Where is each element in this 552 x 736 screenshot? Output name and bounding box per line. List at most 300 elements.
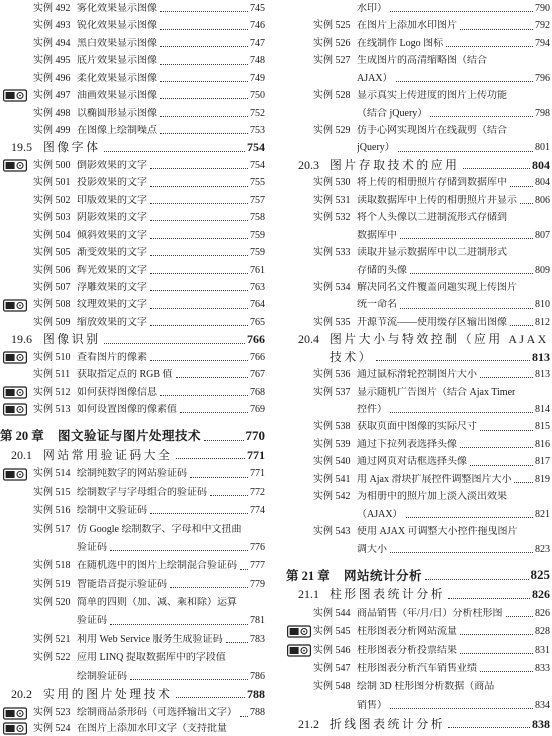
icon-slot	[0, 246, 33, 259]
dot-leader	[160, 29, 248, 30]
icon-slot	[284, 211, 313, 224]
entry-title: 柱形图表分析网站流量	[357, 626, 457, 638]
icon-slot	[0, 368, 33, 381]
entry-title: 如何设置图像的像素值	[77, 404, 177, 416]
dot-leader	[104, 343, 245, 344]
toc-entry	[0, 0, 265, 17]
entry-title: 验证码	[77, 541, 107, 553]
entry-title: 使用 AJAX 可调整大小控件拖曳图片	[357, 526, 518, 538]
toc-section-heading	[0, 447, 265, 465]
dot-leader	[150, 255, 248, 256]
toc-section-heading	[284, 331, 550, 348]
toc-entry-continuation	[284, 541, 550, 558]
page-number: 765	[250, 316, 265, 328]
page-number: 788	[250, 707, 265, 719]
toc-section-heading	[0, 331, 265, 348]
entry-title: 在线制作 Logo 图标	[357, 37, 444, 49]
toc-entry	[0, 296, 265, 313]
toc-entry	[0, 157, 265, 174]
entry-title: 仿手心网实现图片在线裁剪（结合	[357, 125, 507, 137]
page-number: 745	[250, 2, 265, 14]
entry-title: 仿 Google 绘制数字、字母和中文扭曲	[77, 523, 242, 535]
icon-slot	[284, 368, 313, 381]
entry-title: 商品销售（年/月/日）分析柱形图	[357, 607, 503, 619]
entry-title: 将上传的相册照片存储到数据库中	[357, 177, 507, 189]
toc-entry	[284, 52, 550, 69]
entry-title: 控件）	[357, 404, 387, 416]
dot-leader	[160, 46, 248, 47]
icon-slot	[0, 707, 33, 720]
section-number: 20.2	[11, 686, 32, 701]
toc-column-left	[0, 0, 268, 736]
toc-entry-continuation	[0, 667, 265, 685]
entry-number: 实例 526	[313, 37, 351, 49]
dot-leader	[398, 151, 533, 152]
entry-number: 实例 511	[33, 369, 71, 381]
entry-title: 存储的头像	[357, 264, 407, 276]
page-number: 810	[535, 299, 550, 311]
icon-slot	[284, 37, 313, 50]
dot-leader	[170, 587, 248, 588]
toc-chapter-heading	[0, 419, 265, 447]
dot-leader	[510, 186, 533, 187]
page-number: 754	[247, 140, 265, 155]
entry-title: 查看图片的像素	[77, 351, 147, 363]
toc-entry	[0, 17, 265, 34]
toc-entry	[0, 35, 265, 52]
entry-number: 实例 525	[313, 20, 351, 32]
page-number: 798	[535, 107, 550, 119]
entry-title: 绘制 3D 柱形图分析数据（商品	[357, 681, 495, 693]
toc-entry	[284, 174, 550, 191]
toc-entry	[284, 279, 550, 296]
entry-title: 绘制纯数字的网站验证码	[77, 468, 187, 480]
toc-entry	[0, 520, 265, 538]
toc-entry	[284, 384, 550, 401]
toc-entry	[0, 704, 265, 722]
entry-title: 简单的四则（加、减、乘和除）运算	[77, 597, 237, 609]
dot-leader	[460, 447, 533, 448]
icon-slot	[284, 681, 313, 694]
entry-number: 实例 515	[33, 486, 71, 498]
page-number: 767	[250, 369, 265, 381]
page-number: 813	[535, 369, 550, 381]
page-number: 815	[535, 421, 550, 433]
entry-title: 通过鼠标滑轮控制图片大小	[357, 369, 477, 381]
page-number: 786	[250, 670, 265, 682]
entry-number: 实例 544	[313, 607, 351, 619]
dot-leader	[448, 598, 530, 599]
page-number: 759	[250, 229, 265, 241]
toc-entry-continuation	[284, 296, 550, 313]
chapter-title: 网站统计分析	[344, 568, 423, 583]
page-number: 771	[250, 468, 265, 480]
entry-title: 用 Ajax 滑块扩展控件调整图片大小	[357, 473, 512, 485]
entry-number: 实例 504	[33, 229, 71, 241]
entry-title: 绘制数字与字母组合的验证码	[77, 486, 207, 498]
section-number: 21.1	[298, 587, 319, 602]
icon-slot	[284, 662, 313, 675]
dot-leader	[506, 616, 533, 617]
page-number: 774	[250, 505, 265, 517]
entry-number: 实例 522	[33, 652, 71, 664]
entry-number: 实例 498	[33, 107, 71, 119]
entry-number: 实例 536	[313, 369, 351, 381]
page-number: 823	[535, 543, 550, 555]
icon-slot	[0, 486, 33, 499]
toc-column-right	[284, 0, 552, 736]
toc-entry-continuation	[0, 612, 265, 630]
toc-entry	[284, 17, 550, 34]
video-lesson-icon	[3, 299, 27, 312]
page-number: 833	[535, 663, 550, 674]
icon-slot	[284, 438, 313, 451]
icon-slot	[284, 386, 313, 399]
entry-title: 如何获得图像信息	[77, 386, 157, 398]
toc-entry	[0, 244, 265, 261]
dot-leader	[150, 290, 248, 291]
dot-leader	[150, 186, 248, 187]
entry-title: 纹理效果的文字	[77, 299, 147, 311]
entry-number: 实例 514	[33, 468, 71, 480]
entry-number: 实例 496	[33, 72, 71, 84]
icon-slot	[0, 264, 33, 277]
dot-leader	[425, 579, 528, 580]
icon-slot	[0, 124, 33, 137]
entry-number: 实例 545	[313, 626, 351, 638]
entry-title: 解决同名文件覆盖问题实现上传图片	[357, 281, 517, 293]
dot-leader	[150, 513, 248, 514]
entry-number: 实例 543	[313, 526, 351, 538]
toc-entry-continuation	[284, 227, 550, 244]
page-number: 764	[250, 299, 265, 311]
icon-slot	[284, 525, 313, 538]
video-lesson-icon	[3, 159, 27, 172]
icon-slot	[0, 523, 33, 536]
entry-number: 实例 537	[313, 386, 351, 398]
entry-title: 柱形图表分析投票结果	[357, 644, 457, 656]
entry-title: 将个人头像以二进制流形式存储到	[357, 212, 507, 224]
entry-number: 实例 542	[313, 491, 351, 503]
entry-title: 读取并显示数据库中以二进制形式	[357, 247, 507, 259]
icon-slot	[0, 229, 33, 242]
entry-number: 实例 503	[33, 212, 71, 224]
video-lesson-icon	[3, 722, 27, 735]
toc-entry	[0, 502, 265, 520]
icon-slot	[284, 194, 313, 207]
toc-entry	[0, 105, 265, 122]
toc-entry	[0, 122, 265, 139]
icon-slot	[0, 89, 33, 102]
toc-entry	[0, 401, 265, 418]
entry-title: 验证码	[77, 615, 107, 627]
entry-title: 渐变效果的文字	[77, 247, 147, 259]
entry-number: 实例 509	[33, 316, 71, 328]
entry-title: 读取数据库中上传的相册照片并显示	[357, 194, 517, 206]
section-title: 图像识别	[43, 333, 101, 347]
icon-slot	[0, 651, 33, 664]
entry-title: 在随机选中的图片上绘制混合验证码	[77, 560, 237, 572]
toc-section-heading-continuation	[284, 349, 550, 366]
entry-number: 实例 531	[313, 194, 351, 206]
page-number: 783	[250, 633, 265, 645]
page-number: 777	[250, 560, 265, 572]
icon-slot	[0, 560, 33, 573]
entry-number: 实例 516	[33, 505, 71, 517]
page-number: 766	[247, 332, 265, 347]
dot-leader	[150, 273, 248, 274]
entry-number: 实例 500	[33, 159, 71, 171]
section-title: 图像字体	[43, 141, 101, 155]
icon-slot	[284, 177, 313, 190]
entry-title: 倾斜效果的文字	[77, 229, 147, 241]
page-number: 794	[535, 37, 550, 49]
entry-number: 实例 493	[33, 20, 71, 32]
dot-leader	[104, 151, 245, 152]
dot-leader	[520, 203, 533, 204]
entry-number: 实例 501	[33, 177, 71, 189]
entry-number: 实例 502	[33, 194, 71, 206]
entry-title: 阴影效果的文字	[77, 212, 147, 224]
page-number: 814	[535, 404, 550, 416]
toc-entry	[284, 244, 550, 261]
dot-leader	[376, 360, 530, 361]
page-number: 750	[250, 90, 265, 102]
dot-leader	[180, 412, 248, 413]
icon-slot	[0, 37, 33, 50]
section-title: 折线图表统计分析	[330, 717, 446, 731]
dot-leader	[390, 708, 533, 709]
section-title: 柱形图表统计分析	[330, 588, 446, 602]
section-number: 19.6	[11, 332, 32, 347]
entry-number: 实例 527	[313, 55, 351, 67]
entry-title: 黑白效果显示图像	[77, 37, 157, 49]
page-number: 825	[530, 567, 550, 583]
video-lesson-icon	[3, 468, 27, 481]
toc-entry-continuation	[284, 401, 550, 418]
dot-leader	[150, 203, 248, 204]
icon-slot	[0, 211, 33, 224]
page-number: 834	[535, 699, 550, 711]
icon-slot	[0, 72, 33, 85]
dot-leader	[160, 116, 248, 117]
toc-chapter-heading	[284, 558, 550, 586]
entry-title: 雾化效果显示图像	[77, 2, 157, 14]
icon-slot	[284, 473, 313, 486]
entry-number: 实例 533	[313, 247, 351, 259]
page-number: 771	[247, 447, 265, 462]
toc-entry-continuation	[284, 262, 550, 279]
page-number: 749	[250, 72, 265, 84]
page-number: 816	[535, 438, 550, 450]
toc-entry	[0, 465, 265, 483]
section-number: 20.3	[298, 157, 319, 172]
entry-title: 缩放效果的文字	[77, 316, 147, 328]
toc-section-heading	[284, 157, 550, 174]
toc-entry	[284, 471, 550, 488]
entry-title: AJAX）	[357, 72, 393, 84]
icon-slot	[284, 644, 313, 657]
page-number: 826	[535, 607, 550, 619]
page-number: 746	[250, 20, 265, 32]
dot-leader	[110, 550, 248, 551]
entry-title: 通过下拉列表选择头像	[357, 438, 457, 450]
page-number: 761	[250, 264, 265, 276]
toc-entry	[0, 483, 265, 501]
toc-entry	[284, 523, 550, 540]
section-title: 网站常用验证码大全	[43, 448, 173, 462]
chapter-number: 第 21 章	[286, 568, 330, 583]
entry-title: 在图片上添加水印图片	[357, 20, 457, 32]
entry-title: 销售）	[357, 699, 387, 711]
entry-title: 以椭圆形显示图像	[77, 107, 157, 119]
toc-entry	[284, 453, 550, 470]
dot-leader	[400, 238, 533, 239]
entry-title: 柱形图表分析汽车销售业绩	[357, 663, 477, 674]
toc-entry	[0, 209, 265, 226]
icon-slot	[0, 403, 33, 416]
dot-leader	[130, 679, 248, 680]
dot-leader	[406, 517, 533, 518]
toc-entry-continuation	[284, 105, 550, 122]
entry-number: 实例 494	[33, 37, 71, 49]
toc-entry-continuation	[284, 696, 550, 714]
icon-slot	[0, 2, 33, 15]
entry-number: 实例 517	[33, 523, 71, 535]
icon-slot	[0, 299, 33, 312]
entry-title: （AJAX）	[357, 508, 403, 520]
toc-section-heading	[284, 586, 550, 604]
page-number: 755	[250, 177, 265, 189]
page-number: 769	[250, 404, 265, 416]
entry-title: 浮雕效果的文字	[77, 281, 147, 293]
page-number: 758	[250, 212, 265, 224]
chapter-number: 第 20 章	[0, 429, 44, 444]
entry-title: 倒影效果的文字	[77, 159, 147, 171]
toc-entry	[0, 594, 265, 612]
entry-title: 通过网页对话框选择头像	[357, 456, 467, 468]
entry-number: 实例 506	[33, 264, 71, 276]
section-number: 20.4	[298, 332, 319, 347]
icon-slot	[0, 578, 33, 591]
icon-slot	[0, 194, 33, 207]
section-title: 技术）	[330, 350, 374, 364]
entry-title: 水印）	[357, 2, 387, 14]
toc-entry	[0, 384, 265, 401]
entry-number: 实例 541	[313, 473, 351, 485]
entry-title: 锐化效果显示图像	[77, 20, 157, 32]
icon-slot	[284, 421, 313, 434]
dot-leader	[390, 552, 533, 553]
dot-leader	[160, 395, 248, 396]
page-number: 807	[535, 229, 550, 241]
entry-title: 开源节流——使用缓存区输出图像	[357, 316, 507, 328]
entry-title: 绘制商品条形码（可选择输出文字）	[77, 707, 237, 719]
dot-leader	[190, 477, 248, 478]
page-number: 768	[250, 386, 265, 398]
entry-title: （结合 jQuery）	[357, 107, 428, 119]
page-number: 828	[535, 626, 550, 638]
video-lesson-icon	[287, 625, 311, 638]
entry-number: 实例 539	[313, 438, 351, 450]
toc-entry	[284, 35, 550, 52]
page-number: 813	[532, 349, 550, 364]
entry-title: 为相册中的照片加上淡入淡出效果	[357, 491, 507, 503]
entry-title: 印版效果的文字	[77, 194, 147, 206]
page-number: 809	[535, 264, 550, 276]
entry-title: 绘制验证码	[77, 670, 127, 682]
toc-entry-continuation	[0, 538, 265, 556]
toc-entry	[0, 279, 265, 296]
dot-leader	[463, 168, 530, 169]
toc-entry	[284, 436, 550, 453]
page-number: 766	[250, 351, 265, 363]
dot-leader	[160, 11, 248, 12]
entry-title: 底片效果显示图像	[77, 55, 157, 67]
entry-number: 实例 548	[313, 681, 351, 693]
page-number: 772	[250, 486, 265, 498]
entry-number: 实例 523	[33, 707, 71, 719]
dot-leader	[160, 81, 248, 82]
page-number: 752	[250, 107, 265, 119]
icon-slot	[0, 107, 33, 120]
icon-slot	[284, 281, 313, 294]
icon-slot	[284, 89, 313, 102]
entry-title: 获取页面中图像的实际尺寸	[357, 421, 477, 433]
entry-title: 获取指定点的 RGB 值	[77, 369, 173, 381]
icon-slot	[284, 20, 313, 33]
entry-number: 实例 497	[33, 90, 71, 102]
toc-entry	[0, 349, 265, 366]
icon-slot	[0, 386, 33, 399]
dot-leader	[210, 495, 248, 496]
dot-leader	[226, 642, 248, 643]
entry-number: 实例 508	[33, 299, 71, 311]
page-number: 754	[250, 159, 265, 171]
icon-slot	[0, 20, 33, 33]
entry-number: 实例 513	[33, 404, 71, 416]
dot-leader	[110, 624, 248, 625]
entry-title: 显示真实上传进度的图片上传功能	[357, 90, 507, 102]
dot-leader	[176, 377, 248, 378]
video-lesson-icon	[3, 707, 27, 720]
toc-entry	[0, 87, 265, 104]
entry-number: 实例 538	[313, 421, 351, 433]
dot-leader	[204, 440, 243, 441]
icon-slot	[284, 124, 313, 137]
dot-leader	[160, 98, 248, 99]
page-number: 796	[535, 72, 550, 84]
page-number: 788	[247, 686, 265, 701]
entry-number: 实例 499	[33, 125, 71, 137]
section-number: 19.5	[11, 140, 32, 155]
entry-number: 实例 532	[313, 212, 351, 224]
entry-title: 数据库中	[357, 229, 397, 241]
page-number: 779	[250, 578, 265, 590]
icon-slot	[0, 316, 33, 329]
entry-title: 柔化效果显示图像	[77, 72, 157, 84]
section-number: 21.2	[298, 716, 319, 731]
icon-slot	[0, 633, 33, 646]
icon-slot	[284, 625, 313, 638]
dot-leader	[390, 11, 533, 12]
toc-entry-continuation	[284, 140, 550, 157]
page-number: 776	[250, 541, 265, 553]
toc-section-heading	[284, 715, 550, 735]
page-number: 770	[245, 427, 265, 443]
dot-leader	[514, 482, 533, 483]
page-number: 812	[535, 316, 550, 328]
